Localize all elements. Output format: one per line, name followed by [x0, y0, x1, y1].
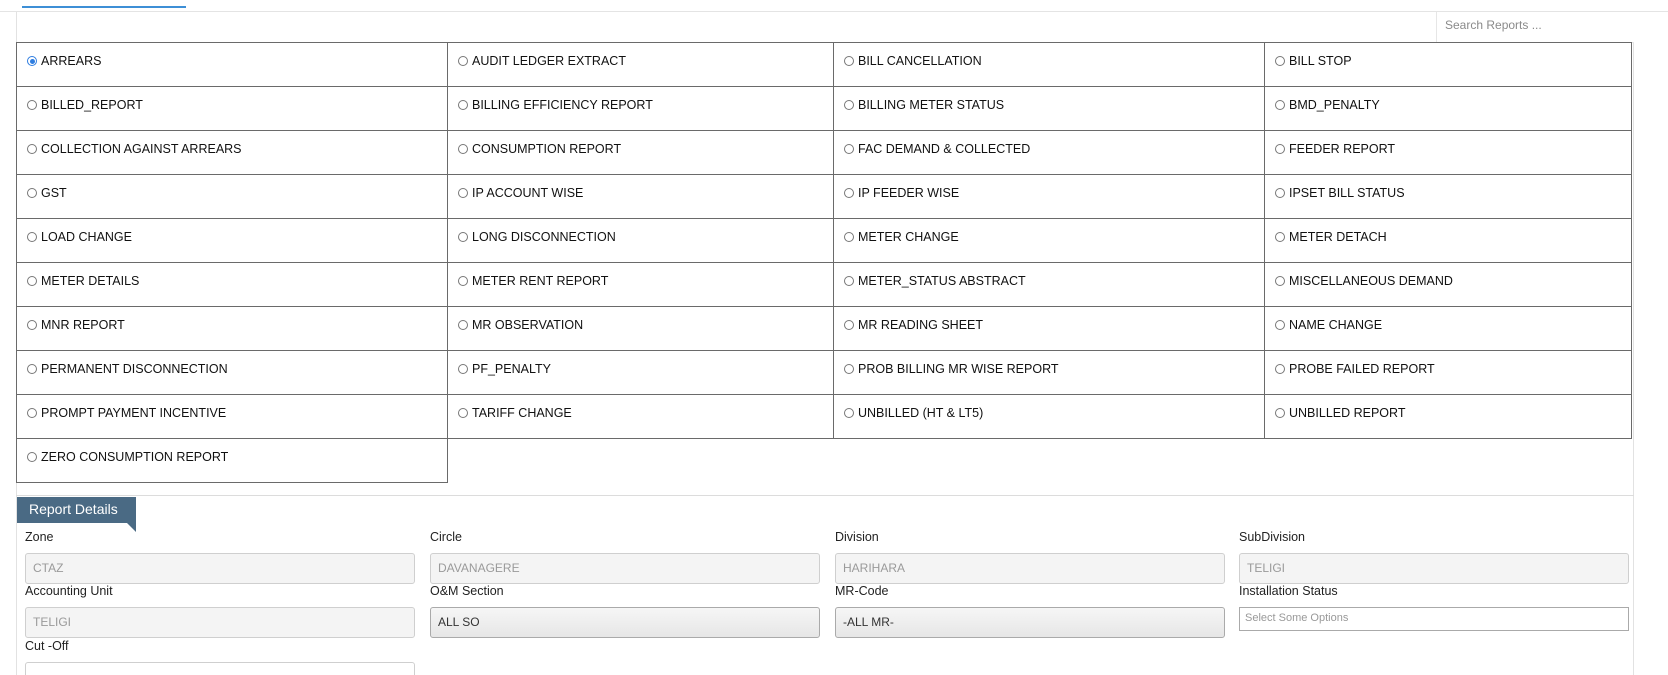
- report-option-label: METER_STATUS ABSTRACT: [858, 274, 1026, 288]
- report-radio[interactable]: [458, 276, 468, 286]
- report-option-label: METER DETAILS: [41, 274, 140, 288]
- report-option[interactable]: [16, 350, 448, 395]
- report-radio[interactable]: [1275, 144, 1285, 154]
- report-row: [16, 42, 1631, 87]
- report-option[interactable]: [833, 218, 1265, 263]
- report-radio[interactable]: [1275, 276, 1285, 286]
- mr-code-select[interactable]: -ALL MR-: [835, 607, 1225, 638]
- report-radio[interactable]: [27, 56, 37, 66]
- cut-off-field: [25, 639, 415, 675]
- report-option[interactable]: [16, 306, 448, 351]
- report-option-label: METER DETACH: [1289, 230, 1387, 244]
- report-option-label: FAC DEMAND & COLLECTED: [858, 142, 1031, 156]
- report-option[interactable]: [16, 42, 448, 87]
- circle-label: Circle: [430, 530, 462, 544]
- report-option[interactable]: [1264, 174, 1632, 219]
- report-radio[interactable]: [27, 320, 37, 330]
- mr-code-label: MR-Code: [835, 584, 889, 598]
- report-option-label: GST: [41, 186, 67, 200]
- division-label: Division: [835, 530, 879, 544]
- report-option-label: LONG DISCONNECTION: [472, 230, 616, 244]
- report-option-label: BILLING METER STATUS: [858, 98, 1005, 112]
- report-radio[interactable]: [27, 364, 37, 374]
- search-reports-box[interactable]: [1436, 12, 1634, 43]
- report-option[interactable]: [447, 394, 834, 439]
- zone-input[interactable]: CTAZ: [25, 553, 415, 584]
- report-radio[interactable]: [27, 276, 37, 286]
- report-radio[interactable]: [27, 408, 37, 418]
- report-option-label: COLLECTION AGAINST ARREARS: [41, 142, 242, 156]
- report-option[interactable]: [1264, 218, 1632, 263]
- report-option-label: METER RENT REPORT: [472, 274, 609, 288]
- report-option-label: NAME CHANGE: [1289, 318, 1383, 332]
- report-row: [16, 86, 1631, 131]
- report-radio[interactable]: [1275, 364, 1285, 374]
- zone-label: Zone: [25, 530, 54, 544]
- report-radio[interactable]: [27, 144, 37, 154]
- accounting-unit-field: [25, 584, 415, 638]
- cut-off-label: Cut -Off: [25, 639, 69, 653]
- report-option[interactable]: [16, 394, 448, 439]
- circle-input[interactable]: DAVANAGERE: [430, 553, 820, 584]
- report-radio[interactable]: [844, 276, 854, 286]
- report-radio[interactable]: [844, 364, 854, 374]
- report-option[interactable]: [833, 42, 1265, 87]
- report-option[interactable]: [447, 262, 834, 307]
- report-details-header: Report Details: [17, 497, 136, 523]
- report-radio[interactable]: [844, 56, 854, 66]
- report-option[interactable]: [1264, 86, 1632, 131]
- report-option-label: IPSET BILL STATUS: [1289, 186, 1405, 200]
- report-option[interactable]: [447, 218, 834, 263]
- report-option-label: PF_PENALTY: [472, 362, 551, 376]
- report-option[interactable]: [1264, 42, 1632, 87]
- report-option[interactable]: [16, 174, 448, 219]
- report-option-label: BILLING EFFICIENCY REPORT: [472, 98, 653, 112]
- report-row: [16, 350, 1631, 395]
- report-option-label: MR OBSERVATION: [472, 318, 584, 332]
- report-radio[interactable]: [27, 452, 37, 462]
- circle-field: [430, 530, 820, 584]
- accounting-unit-input[interactable]: TELIGI: [25, 607, 415, 638]
- report-option-label: CONSUMPTION REPORT: [472, 142, 622, 156]
- report-option-label: FEEDER REPORT: [1289, 142, 1396, 156]
- report-option[interactable]: [16, 218, 448, 263]
- report-row: [16, 394, 1631, 439]
- report-radio[interactable]: [458, 100, 468, 110]
- report-row: [16, 218, 1631, 263]
- om-section-label: O&M Section: [430, 584, 504, 598]
- report-radio[interactable]: [27, 100, 37, 110]
- report-radio[interactable]: [458, 364, 468, 374]
- report-option[interactable]: [1264, 350, 1632, 395]
- report-option-label: BMD_PENALTY: [1289, 98, 1380, 112]
- report-radio[interactable]: [1275, 408, 1285, 418]
- report-option-label: TARIFF CHANGE: [472, 406, 572, 420]
- active-tab-indicator[interactable]: [22, 0, 186, 8]
- report-row: [16, 438, 447, 483]
- report-row: [16, 262, 1631, 307]
- accounting-unit-label: Accounting Unit: [25, 584, 113, 598]
- report-radio[interactable]: [844, 144, 854, 154]
- report-option-label: UNBILLED REPORT: [1289, 406, 1406, 420]
- search-reports-input[interactable]: [1445, 18, 1626, 32]
- subdivision-input[interactable]: TELIGI: [1239, 553, 1629, 584]
- subdivision-label: SubDivision: [1239, 530, 1306, 544]
- division-input[interactable]: HARIHARA: [835, 553, 1225, 584]
- report-option[interactable]: [833, 350, 1265, 395]
- report-radio[interactable]: [1275, 100, 1285, 110]
- zone-field: [25, 530, 415, 584]
- report-option[interactable]: [833, 394, 1265, 439]
- report-option[interactable]: [16, 86, 448, 131]
- report-radio[interactable]: [458, 320, 468, 330]
- mr-code-field: [835, 584, 1225, 638]
- subdivision-field: [1239, 530, 1629, 584]
- report-option[interactable]: [16, 438, 448, 483]
- report-row: [16, 306, 1631, 351]
- om-section-field: [430, 584, 820, 638]
- division-field: [835, 530, 1225, 584]
- report-radio[interactable]: [844, 100, 854, 110]
- report-option[interactable]: [1264, 306, 1632, 351]
- report-radio[interactable]: [458, 56, 468, 66]
- cut-off-input[interactable]: [25, 662, 415, 675]
- report-option[interactable]: [16, 130, 448, 175]
- report-radio[interactable]: [458, 188, 468, 198]
- section-divider: [16, 495, 1634, 496]
- report-radio[interactable]: [27, 232, 37, 242]
- report-option-label: BILL CANCELLATION: [858, 54, 982, 68]
- report-option-label: PERMANENT DISCONNECTION: [41, 362, 228, 376]
- report-option-label: AUDIT LEDGER EXTRACT: [472, 54, 626, 68]
- report-radio[interactable]: [1275, 56, 1285, 66]
- report-option[interactable]: [1264, 130, 1632, 175]
- om-section-select[interactable]: ALL SO: [430, 607, 820, 638]
- report-row: [16, 174, 1631, 219]
- report-option-label: MR READING SHEET: [858, 318, 984, 332]
- installation-status-label: Installation Status: [1239, 584, 1338, 598]
- report-option[interactable]: [447, 306, 834, 351]
- report-option[interactable]: [833, 174, 1265, 219]
- report-option[interactable]: [447, 86, 834, 131]
- report-option[interactable]: [833, 86, 1265, 131]
- report-option[interactable]: [447, 350, 834, 395]
- report-option[interactable]: [1264, 394, 1632, 439]
- report-option-label: PROBE FAILED REPORT: [1289, 362, 1435, 376]
- report-option-label: ZERO CONSUMPTION REPORT: [41, 450, 229, 464]
- report-option[interactable]: [833, 262, 1265, 307]
- report-option[interactable]: [16, 262, 448, 307]
- report-option-label: MNR REPORT: [41, 318, 125, 332]
- report-radio[interactable]: [844, 232, 854, 242]
- top-tab-bar: [0, 0, 1668, 12]
- installation-status-multiselect[interactable]: Select Some Options: [1239, 607, 1629, 631]
- report-radio[interactable]: [1275, 232, 1285, 242]
- report-option-label: IP ACCOUNT WISE: [472, 186, 584, 200]
- report-option-label: UNBILLED (HT & LT5): [858, 406, 984, 420]
- report-option[interactable]: [447, 42, 834, 87]
- report-option[interactable]: [447, 130, 834, 175]
- report-radio[interactable]: [844, 320, 854, 330]
- report-radio[interactable]: [844, 408, 854, 418]
- report-option-label: MISCELLANEOUS DEMAND: [1289, 274, 1453, 288]
- report-option-label: METER CHANGE: [858, 230, 959, 244]
- report-option[interactable]: [833, 130, 1265, 175]
- report-option-label: PROB BILLING MR WISE REPORT: [858, 362, 1059, 376]
- report-radio[interactable]: [1275, 188, 1285, 198]
- report-option[interactable]: [1264, 262, 1632, 307]
- report-radio[interactable]: [458, 144, 468, 154]
- report-option-label: LOAD CHANGE: [41, 230, 132, 244]
- report-radio[interactable]: [458, 408, 468, 418]
- report-option[interactable]: [447, 174, 834, 219]
- report-radio[interactable]: [844, 188, 854, 198]
- report-radio[interactable]: [458, 232, 468, 242]
- report-radio[interactable]: [1275, 320, 1285, 330]
- report-option-label: PROMPT PAYMENT INCENTIVE: [41, 406, 227, 420]
- report-option-label: IP FEEDER WISE: [858, 186, 960, 200]
- report-option-label: BILLED_REPORT: [41, 98, 143, 112]
- report-row: [16, 130, 1631, 175]
- report-option-label: ARREARS: [41, 54, 102, 68]
- report-option-label: BILL STOP: [1289, 54, 1352, 68]
- report-option[interactable]: [833, 306, 1265, 351]
- installation-status-field: [1239, 584, 1629, 631]
- report-radio[interactable]: [27, 188, 37, 198]
